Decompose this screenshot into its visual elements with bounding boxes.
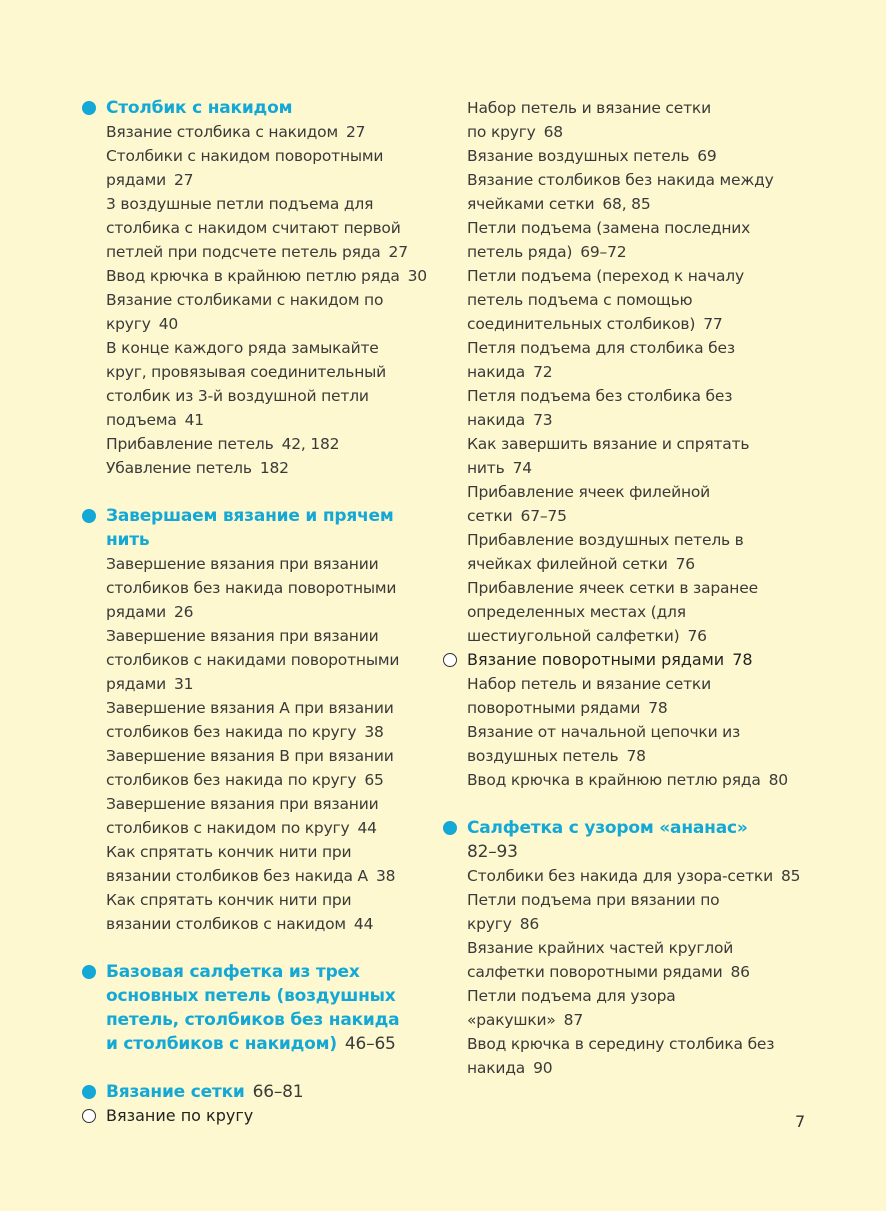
open-bullet-icon	[443, 653, 457, 667]
right-column	[443, 96, 823, 1080]
index-entry: Прибавление ячеек сетки в заранее определенных местах (для шестиугольной салфетки) 76	[467, 579, 758, 645]
section-zavershaem-vyazanie	[82, 504, 432, 936]
index-entry: Завершение вязания при вязании столбиков с накидами поворотными рядами 31	[106, 627, 400, 693]
index-entry: Завершение вязания А при вязании столбиков без накида по кругу 38	[106, 699, 394, 741]
section-heading: Салфетка с узором «ананас» 82–93	[443, 816, 823, 864]
index-entry: Как спрятать кончик нити при вязании столбиков с накидом 44	[106, 891, 374, 933]
index-entry: Петли подъема для узора «ракушки» 87	[467, 987, 676, 1029]
section-salfetka-ananas	[443, 816, 823, 1080]
index-entry: Набор петель и вязание сетки поворотными рядами 78	[467, 675, 711, 717]
section-heading: Столбик с накидом	[82, 96, 432, 120]
index-entry: Прибавление петель 42, 182	[106, 435, 340, 453]
index-entry: Убавление петель 182	[106, 459, 289, 477]
index-entry: Столбики без накида для узора-сетки 85	[467, 867, 801, 885]
section-heading: Завершаем вязание и прячем нить	[82, 504, 396, 552]
section-vyazanie-setki	[82, 1080, 432, 1128]
section-heading: Базовая салфетка из трех основных петель (воздушных петель, столбиков без накида и столбиков с накидом) 46–65	[82, 960, 416, 1056]
subsection-heading: Вязание по кругу	[82, 1104, 432, 1128]
index-entry: Вязание крайних частей круглой салфетки поворотными рядами 86	[467, 939, 750, 981]
subsection-povorotnymi-ryadami	[443, 648, 823, 792]
left-column	[82, 96, 432, 1128]
index-entry: Вязание воздушных петель 69	[467, 147, 717, 165]
index-entry: Завершение вязания при вязании столбиков с накидом по кругу 44	[106, 795, 379, 837]
index-entry: Как завершить вязание и спрятать нить 74	[467, 435, 750, 477]
index-entry: Петли подъема (замена последних петель ряда) 69–72	[467, 219, 751, 261]
subsection-heading: Вязание поворотными рядами 78	[443, 648, 823, 672]
index-entry: Как спрятать кончик нити при вязании столбиков без накида А 38	[106, 843, 396, 885]
filled-bullet-icon	[82, 965, 96, 979]
index-entry: Ввод крючка в крайнюю петлю ряда 30	[106, 267, 427, 285]
index-entry: Вязание столбиками с накидом по кругу 40	[106, 291, 384, 333]
index-entry: Ввод крючка в крайнюю петлю ряда 80	[467, 771, 788, 789]
filled-bullet-icon	[82, 1085, 96, 1099]
section-stolbik-s-nakidom	[82, 96, 432, 480]
index-entry: Прибавление ячеек филейной сетки 67–75	[467, 483, 711, 525]
index-entry: Петля подъема без столбика без накида 73	[467, 387, 733, 429]
index-entry: Столбики с накидом поворотными рядами 27	[106, 147, 384, 189]
index-entry: Вязание от начальной цепочки из воздушных петель 78	[467, 723, 741, 765]
index-entry: Петли подъема (переход к началу петель подъема с помощью соединительных столбиков) 77	[467, 267, 744, 333]
filled-bullet-icon	[443, 821, 457, 835]
open-bullet-icon	[82, 1109, 96, 1123]
index-entry: Вязание столбиков без накида между ячейками сетки 68, 85	[467, 171, 774, 213]
index-entry: Петли подъема при вязании по кругу 86	[467, 891, 720, 933]
index-entry: Набор петель и вязание сетки по кругу 68	[467, 99, 711, 141]
index-entry: В конце каждого ряда замыкайте круг, провязывая соединительный столбик из 3-й воздушной петли подъема 41	[106, 339, 387, 429]
index-entry: Прибавление воздушных петель в ячейках филейной сетки 76	[467, 531, 744, 573]
filled-bullet-icon	[82, 101, 96, 115]
index-entry: Завершение вязания В при вязании столбиков без накида по кругу 65	[106, 747, 394, 789]
index-entry: Завершение вязания при вязании столбиков без накида поворотными рядами 26	[106, 555, 397, 621]
index-entry: 3 воздушные петли подъема для столбика с накидом считают первой петлей при подсчете петель ряда 27	[106, 195, 408, 261]
index-entry: Вязание столбика с накидом 27	[106, 123, 366, 141]
page-number: 7	[795, 1112, 806, 1131]
continued-entries	[443, 96, 823, 648]
section-bazovaya-salfetka	[82, 960, 432, 1056]
index-entry: Ввод крючка в середину столбика без накида 90	[467, 1035, 775, 1077]
section-heading: Вязание сетки 66–81	[82, 1080, 432, 1104]
index-entry: Петля подъема для столбика без накида 72	[467, 339, 735, 381]
filled-bullet-icon	[82, 509, 96, 523]
